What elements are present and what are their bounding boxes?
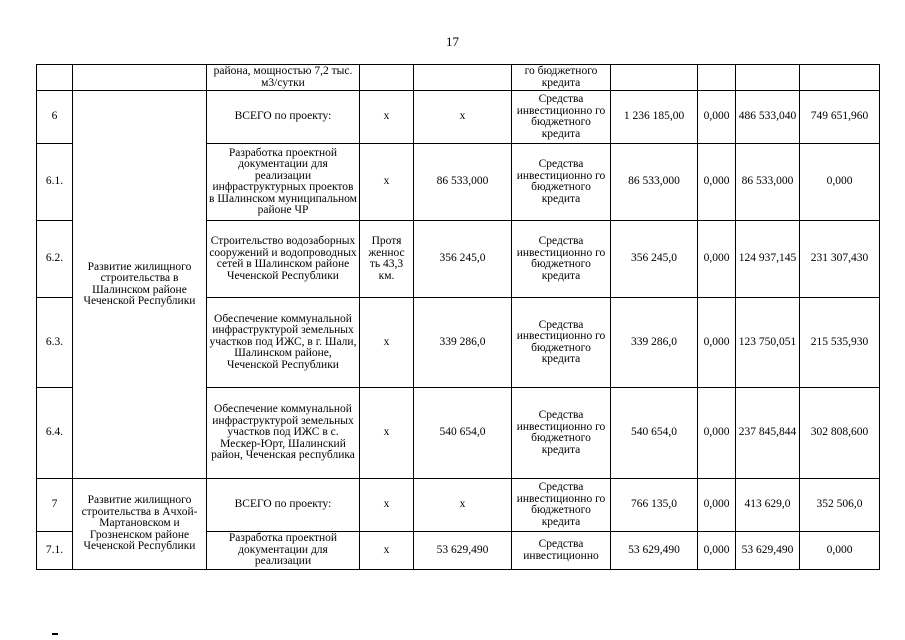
group-cell [73,65,207,91]
row-year1: 0,000 [698,388,736,479]
row-number: 6.4. [37,388,73,479]
row-total [611,65,698,91]
row-cost: 540 654,0 [414,388,512,479]
row-power: х [360,388,414,479]
row-source: Средства инвестиционно го бюджетного кредита [512,298,611,388]
row-cost [414,65,512,91]
row-power: Протя женнос ть 43,3 км. [360,221,414,298]
page-edge-mark [52,633,58,635]
row-year2: 413 629,0 [736,479,800,532]
row-year3 [800,65,880,91]
row-cost: х [414,91,512,144]
row-total: 86 533,000 [611,144,698,221]
group-title-6: Развитие жилищного строительства в Шалинском районе Чеченской Республики [73,91,207,479]
row-number: 7 [37,479,73,532]
row-number: 6.1. [37,144,73,221]
row-power [360,65,414,91]
row-cost: 53 629,490 [414,532,512,570]
row-year1: 0,000 [698,479,736,532]
row-name: Строительство водозаборных сооружений и водопроводных сетей в Шалинском районе Чеченской Республики [207,221,360,298]
row-year2: 124 937,145 [736,221,800,298]
row-power: х [360,298,414,388]
row-year1: 0,000 [698,298,736,388]
row-number: 6.2. [37,221,73,298]
investment-table [36,64,880,570]
row-cost: х [414,479,512,532]
row-year3: 0,000 [800,532,880,570]
row-year1 [698,65,736,91]
row-year3: 749 651,960 [800,91,880,144]
row-year2: 486 533,040 [736,91,800,144]
row-year2: 123 750,051 [736,298,800,388]
row-source: Средства инвестиционно [512,532,611,570]
row-year2: 86 533,000 [736,144,800,221]
row-name: Обеспечение коммунальной инфраструктурой земельных участков под ИЖС, в г. Шали, Шалинском районе, Чеченской Республики [207,298,360,388]
page-number: 17 [446,34,459,49]
row-year2 [736,65,800,91]
row-year3: 231 307,430 [800,221,880,298]
row-total: 540 654,0 [611,388,698,479]
row-year1: 0,000 [698,91,736,144]
row-year2: 237 845,844 [736,388,800,479]
row-year3: 215 535,930 [800,298,880,388]
row-total: 53 629,490 [611,532,698,570]
row-number: 7.1. [37,532,73,570]
row-source: Средства инвестиционно го бюджетного кредита [512,221,611,298]
row-year3: 352 506,0 [800,479,880,532]
row-number: 6.3. [37,298,73,388]
row-cost: 86 533,000 [414,144,512,221]
row-number [37,65,73,91]
table-row [37,91,880,144]
row-year3: 0,000 [800,144,880,221]
row-source: Средства инвестиционно го бюджетного кредита [512,479,611,532]
table-row [37,479,880,532]
row-year1: 0,000 [698,532,736,570]
row-name: ВСЕГО по проекту: [207,479,360,532]
row-name: Разработка проектной документации для реализации [207,532,360,570]
row-source: го бюджетного кредита [512,65,611,91]
row-power: х [360,144,414,221]
row-year2: 53 629,490 [736,532,800,570]
row-power: х [360,532,414,570]
table-row [37,65,880,91]
row-name: Разработка проектной документации для реализации инфраструктурных проектов в Шалинском муниципальном районе ЧР [207,144,360,221]
row-number: 6 [37,91,73,144]
row-year1: 0,000 [698,144,736,221]
row-cost: 356 245,0 [414,221,512,298]
row-total: 339 286,0 [611,298,698,388]
row-source: Средства инвестиционно го бюджетного кредита [512,144,611,221]
row-total: 766 135,0 [611,479,698,532]
row-name: Обеспечение коммунальной инфраструктурой земельных участков под ИЖС в с. Мескер-Юрт, Шалинский район, Чеченская республика [207,388,360,479]
row-source: Средства инвестиционно го бюджетного кредита [512,91,611,144]
group-title-7: Развитие жилищного строительства в Ачхой-Мартановском и Грозненском районе Чеченской Республики [73,479,207,570]
row-power: х [360,479,414,532]
row-cost: 339 286,0 [414,298,512,388]
row-source: Средства инвестиционно го бюджетного кредита [512,388,611,479]
row-power: х [360,91,414,144]
row-name: района, мощностью 7,2 тыс. м3/сутки [207,65,360,91]
row-name: ВСЕГО по проекту: [207,91,360,144]
row-total: 1 236 185,00 [611,91,698,144]
row-year3: 302 808,600 [800,388,880,479]
row-year1: 0,000 [698,221,736,298]
row-total: 356 245,0 [611,221,698,298]
